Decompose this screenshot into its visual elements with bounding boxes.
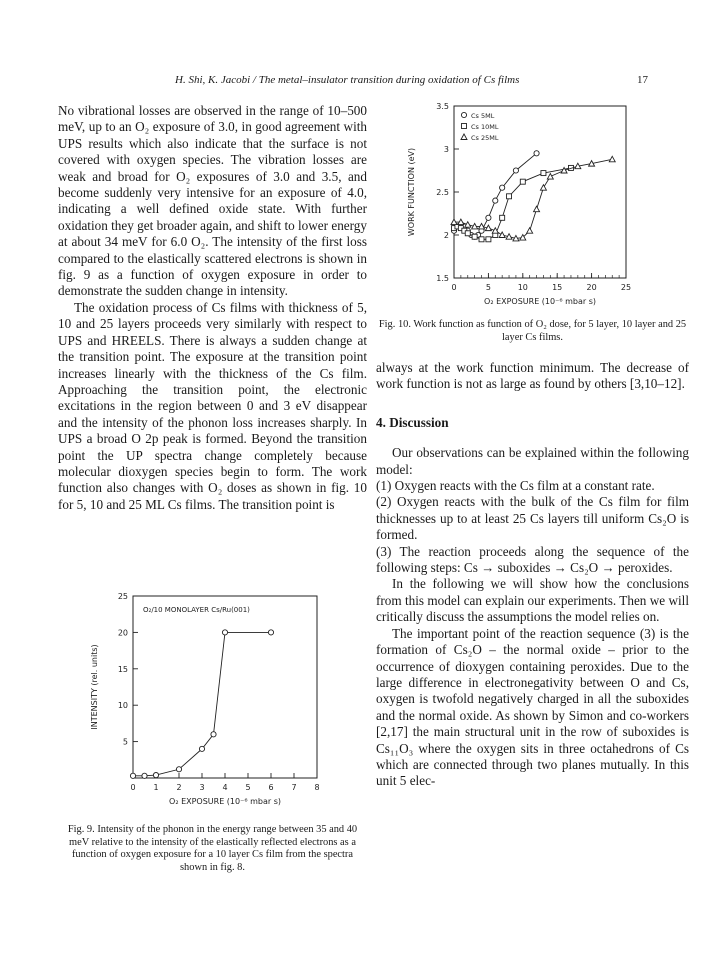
paragraph: In the following we will show how the conclusions from this model can explain our experiments. Then we will critically discuss the assumptions the model relies on. (376, 576, 689, 625)
data-point (465, 231, 470, 236)
data-point (142, 773, 147, 778)
data-point (222, 630, 227, 635)
data-point (153, 772, 158, 777)
data-point (461, 112, 466, 117)
x-tick-label: 2 (176, 783, 182, 792)
figure-9 (58, 588, 367, 874)
data-point (268, 630, 273, 635)
fig9-caption: Fig. 9. Intensity of the phonon in the energy range between 35 and 40 meV relative to the intensity of the elastically reflected electrons as a function of oxygen exposure for a 10 layer Cs film from the spectra shown in fig. 8. (67, 824, 358, 873)
data-point (520, 179, 525, 184)
y-tick-label: 2.5 (436, 188, 449, 197)
data-point (486, 215, 491, 220)
x-tick-label: 8 (314, 783, 320, 792)
series-1 (451, 151, 539, 240)
y-tick-label: 10 (117, 701, 128, 711)
paragraph: The oxidation process of Cs films with thickness of 5, 10 and 25 layers proceeds very similarly with respect to UPS and HREELS. There is always a sudden change at the transition point. The exposure at the transition point increases linearly with the thickness of the Cs film. Approaching the transition point, the electronic excitations in the region between 0 and 3 eV disappear and the intensity of the phonon loss increases sharply. In UPS a broad O 2p peak is formed. Beyond the transition point the UP spectra change completely because molecular dioxygen species begin to form. The work function also changes with O₂ doses as shown in fig. 10 for 5, 10 and 25 ML Cs films. The transition point is (58, 299, 367, 512)
paragraph: (1) Oxygen reacts with the Cs film at a constant rate. (376, 478, 655, 494)
paragraph: Our observations can be explained within the following model: (376, 445, 689, 477)
y-tick-label: 3.5 (436, 102, 449, 111)
data-point (534, 151, 539, 156)
data-point (499, 232, 505, 238)
data-point (199, 746, 204, 751)
data-point (541, 171, 546, 176)
running-title: H. Shi, K. Jacobi / The metal–insulator transition during oxidation of Cs films (175, 74, 520, 86)
legend-entry: Cs 5ML (471, 112, 495, 120)
data-point (540, 185, 546, 191)
data-point (472, 234, 477, 239)
series-1 (130, 630, 273, 779)
x-axis-label: O₂ EXPOSURE (10⁻⁶ mbar s) (484, 297, 596, 306)
right-column (376, 360, 689, 790)
x-tick-label: 20 (586, 283, 597, 292)
data-point (176, 767, 181, 772)
series-line (454, 159, 612, 238)
x-tick-label: 1 (153, 783, 159, 792)
plot-frame (133, 596, 317, 778)
y-axis-label: INTENSITY (rel. units) (90, 644, 99, 730)
data-point (486, 237, 491, 242)
fig9-chart (58, 588, 367, 820)
x-tick-label: 3 (199, 783, 205, 792)
data-point (493, 198, 498, 203)
x-tick-label: 5 (245, 783, 251, 792)
figure-10 (376, 100, 689, 344)
y-tick-label: 1.5 (436, 274, 449, 283)
x-tick-label: 5 (485, 283, 491, 292)
data-point (500, 215, 505, 220)
x-tick-label: 25 (620, 283, 632, 292)
y-tick-label: 5 (122, 737, 128, 747)
y-axis-label: WORK FUNCTION (eV) (407, 147, 416, 237)
plot-frame (454, 106, 626, 278)
fig10-caption: Fig. 10. Work function as function of O₂ dose, for 5 layer, 10 layer and 25 layer Cs films. (378, 319, 687, 343)
data-point (462, 124, 467, 129)
page-number: 17 (637, 74, 648, 86)
x-tick-label: 10 (517, 283, 528, 292)
series-line (133, 632, 271, 775)
section-heading: 4. Discussion (376, 414, 449, 430)
legend-entry: Cs 25ML (471, 134, 499, 142)
paragraph: (3) The reaction proceeds along the sequence of the following steps: Cs → suboxides → Cs₂O → peroxides. (376, 543, 689, 576)
y-tick-label: 15 (117, 664, 128, 674)
x-tick-label: 4 (222, 783, 228, 792)
data-point (211, 732, 216, 737)
left-column (58, 103, 367, 513)
data-point (547, 174, 553, 180)
chart-title: O₂/10 MONOLAYER Cs/Ru(001) (143, 606, 250, 614)
data-point (507, 194, 512, 199)
fig10-chart (376, 100, 689, 315)
series-2 (452, 165, 574, 241)
data-point (513, 168, 518, 173)
paragraph: (2) Oxygen reacts with the bulk of the Cs film for film thicknesses up to at least 25 Cs layers till uniform Cs₂O is formed. (376, 494, 689, 543)
data-point (609, 156, 615, 162)
x-tick-label: 7 (291, 783, 297, 792)
x-axis-label: O₂ EXPOSURE (10⁻⁶ mbar s) (169, 797, 281, 806)
data-point (461, 134, 467, 140)
x-tick-label: 0 (130, 783, 136, 792)
data-point (534, 206, 540, 212)
legend-entry: Cs 10ML (471, 123, 499, 131)
data-point (500, 185, 505, 190)
y-tick-label: 2 (443, 231, 449, 240)
paragraph: always at the work function minimum. The decrease of work function is not as large as found by others [3,10–12]. (376, 360, 689, 392)
x-tick-label: 15 (552, 283, 563, 292)
running-head (0, 74, 720, 90)
series-3 (451, 156, 615, 241)
data-point (479, 237, 484, 242)
y-tick-label: 3 (443, 145, 449, 154)
paragraph: The important point of the reaction sequence (3) is the formation of Cs₂O – the normal oxide – prior to the occurrence of dioxygen containing peroxides. Due to the large difference in electronegativity between O and Cs, oxygen is twofold negatively charged in all the suboxides and the normal oxide. As shown by Simon and co-workers [2,17] the main structural unit in the row of suboxides is Cs₁₁O₃ where the oxygen sits in three octahedrons of Cs which are connected through two planes mutually. In this unit 5 elec- (376, 625, 689, 789)
x-tick-label: 6 (268, 783, 274, 792)
paragraph: No vibrational losses are observed in the range of 10–500 meV, up to an O₂ exposure of 3.0, in good agreement with UPS results which also indicate that the surface is not covered with oxygen species. The vibration losses are weak and broad for O₂ exposures of 3.0 and 3.5, and become suddenly very intensive for an exposure of 4.0, indicating a well defined oxide state. With further oxidation they get broader again, and shift to lower energy at about 34 meV for 6.0 O₂. The intensity of the first loss compared to the elastically scattered electrons is shown in fig. 9 as a function of oxygen exposure in order to demonstrate the sudden change in intensity. (58, 103, 367, 299)
y-tick-label: 20 (117, 628, 128, 638)
x-tick-label: 0 (451, 283, 457, 292)
data-point (130, 773, 135, 778)
y-tick-label: 25 (117, 592, 128, 601)
data-point (527, 228, 533, 234)
